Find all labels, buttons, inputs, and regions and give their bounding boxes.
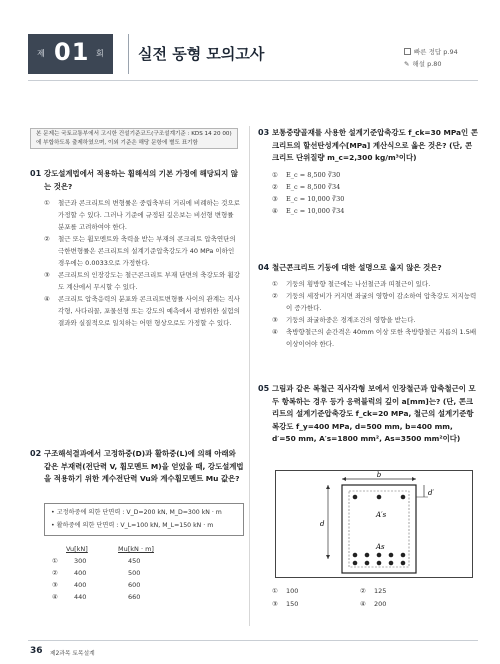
question-text: 철근콘크리트 기둥에 대한 설명으로 옳지 않은 것은? (272, 263, 442, 272)
option-text: 200 (374, 600, 387, 608)
mu-value: 600 (128, 581, 141, 589)
table-row[interactable] (52, 569, 232, 581)
question-4 (258, 262, 478, 350)
option-text: 100 (286, 587, 299, 595)
quick-answer-label: 빠른 정답 p.94 (414, 48, 458, 56)
option-marker: ① (272, 279, 278, 288)
header-divider (128, 34, 129, 74)
given-dead-load: • 고정하중에 의한 단면력 : V_D=200 kN, M_D=300 kN · m (51, 509, 222, 516)
beam-section-figure (275, 470, 473, 578)
question-number: 04 (258, 263, 270, 272)
vu-value: 400 (74, 581, 87, 589)
option-4[interactable] (272, 326, 478, 350)
option-marker: ② (272, 291, 278, 300)
option-2[interactable] (360, 585, 386, 597)
option-text: 기둥의 세장비가 커지면 좌굴의 영향이 감소하여 압축강도 저지능력이 증가한다. (286, 291, 477, 312)
option-1[interactable] (272, 169, 478, 181)
option-text: 150 (286, 600, 299, 608)
question-number: 01 (30, 169, 42, 178)
explanation-ref (404, 59, 442, 68)
option-3[interactable] (272, 598, 298, 610)
option-4[interactable] (272, 205, 478, 217)
given-values-box (44, 503, 244, 536)
question-3 (258, 127, 478, 217)
option-text: 축방향철근의 순간격은 40mm 이상 또한 축방향철근 지름의 1.5배 이상이어야 한다. (286, 327, 477, 348)
option-text: 콘크리트의 인장강도는 철근콘크리트 부재 단면의 축강도와 휨강도 계산에서 무시할 수 있다. (58, 271, 240, 291)
option-marker: ① (272, 587, 278, 595)
option-marker: ③ (52, 581, 58, 589)
answer-table (52, 545, 232, 607)
option-marker: ④ (272, 206, 278, 215)
dim-b-label: b (376, 471, 382, 479)
q5-options (272, 585, 472, 611)
compression-steel-label: A′s (376, 511, 387, 519)
vu-value: 300 (74, 557, 87, 565)
footer-subject: 제2과목 토목설계 (50, 651, 95, 657)
option-3[interactable] (272, 193, 478, 205)
option-marker: ④ (272, 327, 278, 336)
option-4[interactable] (360, 598, 386, 610)
page-number: 36 (30, 646, 43, 656)
option-marker: ③ (272, 194, 278, 203)
option-formula: E_c = 8,500 ∛30 (286, 170, 341, 179)
option-marker: ② (44, 235, 50, 243)
question-number: 03 (258, 128, 270, 137)
dim-dprime-label: d′ (428, 489, 435, 497)
question-number: 05 (258, 384, 270, 393)
tension-steel-label: As (376, 543, 385, 551)
option-marker: ③ (272, 600, 278, 608)
question-2 (30, 448, 245, 486)
quick-answer-ref (404, 47, 458, 56)
header-rule (28, 80, 478, 81)
question-number: 02 (30, 449, 42, 458)
beam-section-drawing (276, 471, 474, 579)
option-marker: ② (360, 587, 366, 595)
option-text: 콘크리트 압축응력의 분포와 콘크리트변형률 사이의 관계는 직사각형, 사다리꼴, 포물선형 또는 강도의 예측에서 광범위한 실험의 결과와 실질적으로 일치하는 어떤 형상으로도 가정할 수 있다. (58, 295, 240, 327)
option-2[interactable] (44, 233, 240, 269)
option-marker: ④ (44, 295, 50, 303)
col-header-vu: Vu[kN] (66, 545, 88, 553)
table-header (52, 545, 232, 557)
question-text: 그림과 같은 복철근 직사각형 보에서 인장철근과 압축철근이 모두 항복하는 경우 등가 응력블럭의 깊이 a[mm]는? (단, 콘크리트의 설계기준압축강도 f_ck=20 MPa, 철근의 설계기준항복강도 f_y=400 MPa, d=500 mm, b=400 mm, d′=50 mm, A′s=1800 mm², As=3500 mm²이다) (272, 384, 476, 443)
footer-rule (28, 640, 478, 641)
option-marker: ① (52, 557, 58, 565)
pencil-icon: ✎ (404, 60, 410, 68)
option-3[interactable] (272, 314, 478, 326)
option-marker: ① (44, 199, 50, 207)
exam-number-suffix: 회 (96, 49, 104, 58)
option-text: 기둥의 횡방향 철근에는 나선철근과 띠철근이 있다. (286, 279, 431, 288)
given-live-load: • 활하중에 의한 단면력 : V_L=100 kN, M_L=150 kN · m (51, 522, 214, 529)
mu-value: 500 (128, 569, 141, 577)
page-title: 실전 동형 모의고사 (138, 45, 265, 63)
option-1[interactable] (44, 197, 240, 233)
table-row[interactable] (52, 557, 232, 569)
column-separator (249, 126, 250, 626)
exam-number: 01 (54, 38, 90, 66)
question-text: 구조해석결과에서 고정하중(D)과 활하중(L)에 의해 아래와 같은 부재력(전단력 V, 휨모멘트 M)을 얻었을 때, 강도설계법을 적용하기 위한 계수전단력 Vu와 계수휨모멘트 Mu 값은? (44, 449, 244, 483)
col-header-mu: Mu[kN · m] (118, 545, 154, 553)
option-1[interactable] (272, 278, 478, 290)
option-formula: E_c = 10,000 ∛34 (286, 206, 345, 215)
option-marker: ② (52, 569, 58, 577)
option-2[interactable] (272, 181, 478, 193)
vu-value: 400 (74, 569, 87, 577)
option-text: 125 (374, 587, 387, 595)
option-text: 기둥의 좌굴하중은 경계조건의 영향을 받는다. (286, 315, 416, 324)
question-text: 강도설계법에서 적용하는 휨해석의 기본 가정에 해당되지 않는 것은? (44, 169, 238, 191)
option-3[interactable] (44, 269, 240, 293)
explanation-label: 해설 p.80 (412, 60, 442, 68)
option-formula: E_c = 10,000 ∛30 (286, 194, 345, 203)
table-row[interactable] (52, 593, 232, 605)
mu-value: 660 (128, 593, 141, 601)
mu-value: 450 (128, 557, 141, 565)
table-row[interactable] (52, 581, 232, 593)
option-4[interactable] (44, 293, 240, 329)
option-2[interactable] (272, 290, 478, 314)
option-1[interactable] (272, 585, 298, 597)
option-formula: E_c = 8,500 ∛34 (286, 182, 341, 191)
option-marker: ④ (360, 600, 366, 608)
question-1 (30, 168, 240, 329)
option-marker: ② (272, 182, 278, 191)
option-marker: ④ (52, 593, 58, 601)
question-text: 보통중량골재를 사용한 설계기준압축강도 f_ck=30 MPa인 콘크리트의 할선탄성계수[MPa] 계산식으로 옳은 것은? (단, 콘크리트 단위질량 m_c=2,300 kg/m³이다) (272, 128, 478, 162)
option-text: 철근과 콘크리트의 변형률은 중립축부터 거리에 비례하는 것으로 가정할 수 있다. 그러나 기준에 규정된 깊은보는 비선형 변형률 분포를 고려하여야 한다. (58, 199, 240, 231)
dim-d-label: d (320, 520, 325, 528)
notice-box: 본 문제는 국토교통부에서 고시한 건설기준코드(구조설계기준 : KDS 14 20 00)에 부합하도록 출제하였으며, 이외 기준은 해당 문항에 별도 표기함 (30, 128, 238, 149)
option-text: 철근 또는 휨모멘트와 축력을 받는 부재의 콘크리트 압축연단의 극한변형률은 콘크리트의 설계기준압축강도가 40 MPa 이하인 경우에는 0.0033으로 가정한다. (58, 235, 236, 267)
question-5 (258, 383, 478, 446)
option-marker: ③ (44, 271, 50, 279)
vu-value: 440 (74, 593, 87, 601)
exam-number-prefix: 제 (37, 49, 45, 58)
checkbox-icon (404, 48, 411, 55)
option-marker: ③ (272, 315, 278, 324)
option-marker: ① (272, 170, 278, 179)
